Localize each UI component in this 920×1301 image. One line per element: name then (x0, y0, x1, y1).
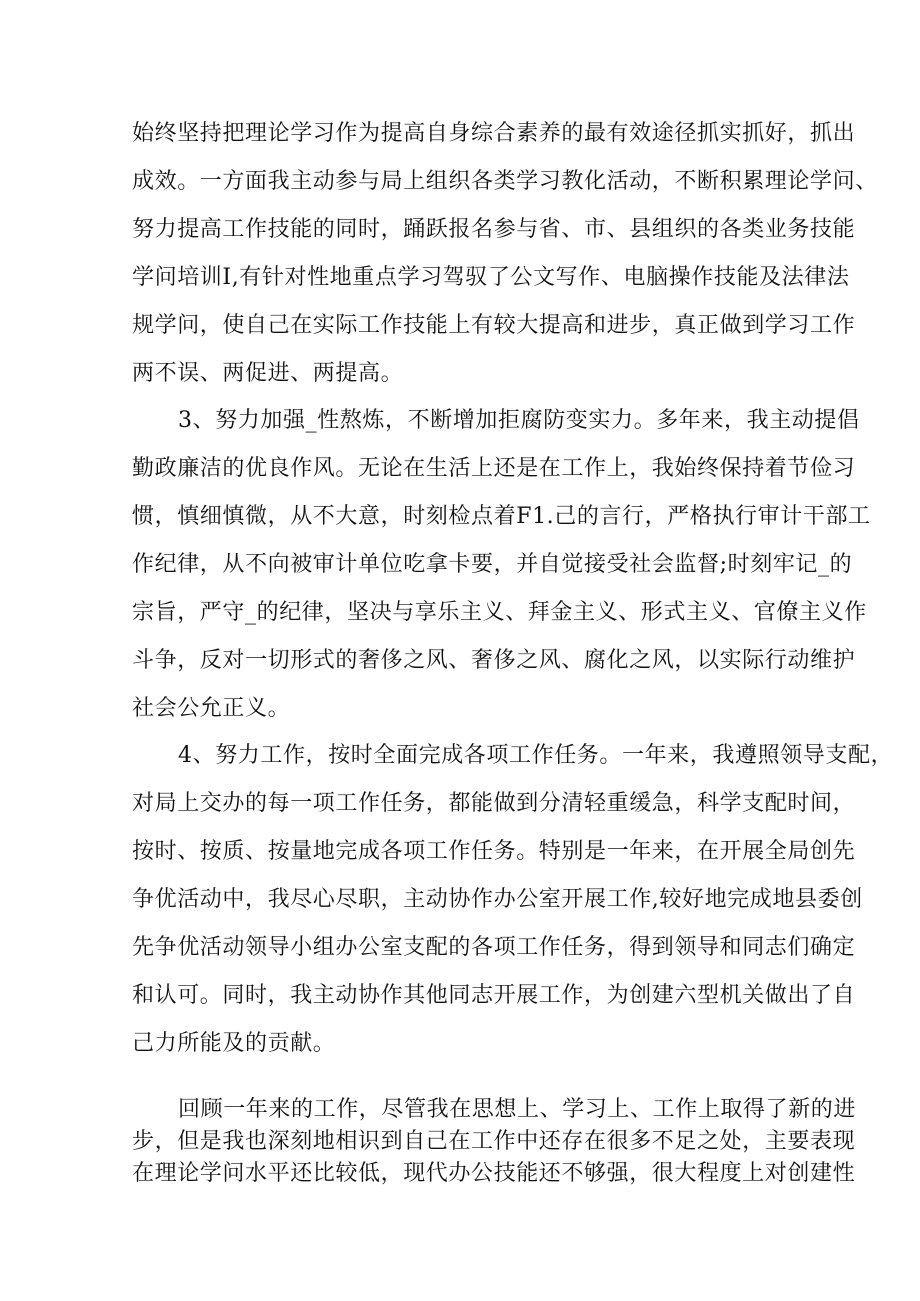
text-line: 3、努力加强_性熬炼，不断增加拒腐防变实力。多年来，我主动提倡 (178, 408, 860, 433)
text-line: 宗旨，严守_的纪律，坚决与享乐主义、拜金主义、形式主义、官僚主义作 (132, 600, 867, 625)
text-line: 努力提高工作技能的同时，踊跃报名参与省、市、县组织的各类业务技能 (132, 217, 856, 242)
text-line: 学问培训I,有针对性地重点学习驾驭了公文写作、电脑操作技能及法律法 (132, 265, 850, 290)
text-line: 成效。一方面我主动参与局上组织各类学习教化活动，不断积累理论学问、 (132, 169, 878, 194)
text-line: 回顾一年来的工作，尽管我在思想上、学习上、工作上取得了新的进 (178, 1097, 857, 1122)
text-line: 斗争，反对一切形式的奢侈之风、奢侈之风、腐化之风，以实际行动维护 (132, 648, 856, 673)
text-line: 两不误、两促进、两提高。 (132, 361, 404, 386)
paragraph-work-tasks (132, 732, 894, 1068)
paragraph-integrity (132, 397, 871, 733)
text-line: 作纪律，从不向被审计单位吃拿卡要，并自觉接受社会监督;时刻牢记_的 (132, 552, 853, 577)
text-line: 对局上交办的每一项工作任务，都能做到分清轻重缓急，科学支配时间， (132, 791, 856, 816)
text-line: 惯，慎细慎微，从不大意，时刻检点着F1.己的言行，严格执行审计干部工 (132, 504, 871, 529)
text-line: 勤政廉洁的优良作风。无论在生活上还是在工作上，我始终保持着节俭习 (132, 456, 856, 481)
text-line: 在理论学问水平还比较低，现代办公技能还不够强，很大程度上对创建性 (132, 1161, 856, 1186)
text-line: 先争优活动领导小组办公室支配的各项工作任务，得到领导和同志们确定 (132, 935, 856, 960)
text-line: 己力所能及的贡献。 (132, 1031, 336, 1056)
text-line: 争优活动中，我尽心尽职，主动协作办公室开展工作,较好地完成地县委创 (132, 887, 863, 912)
text-line: 始终坚持把理论学习作为提高自身综合素养的最有效途径抓实抓好，抓出 (132, 121, 856, 146)
text-line: 步，但是我也深刻地相识到自己在工作中还存在很多不足之处，主要表现 (132, 1129, 856, 1154)
paragraph-review (132, 1094, 857, 1190)
paragraph-study (132, 110, 878, 398)
text-line: 社会公允正义。 (132, 696, 291, 721)
text-line: 4、努力工作，按时全面完成各项工作任务。一年来，我遵照领导支配， (178, 743, 894, 768)
text-line: 按时、按质、按量地完成各项工作任务。特别是一年来，在开展全局创先 (132, 839, 856, 864)
text-line: 和认可。同时，我主动协作其他同志开展工作，为创建六型机关做出了自 (132, 983, 856, 1008)
text-line: 规学问，使自己在实际工作技能上有较大提高和进步，真正做到学习工作 (132, 313, 856, 338)
